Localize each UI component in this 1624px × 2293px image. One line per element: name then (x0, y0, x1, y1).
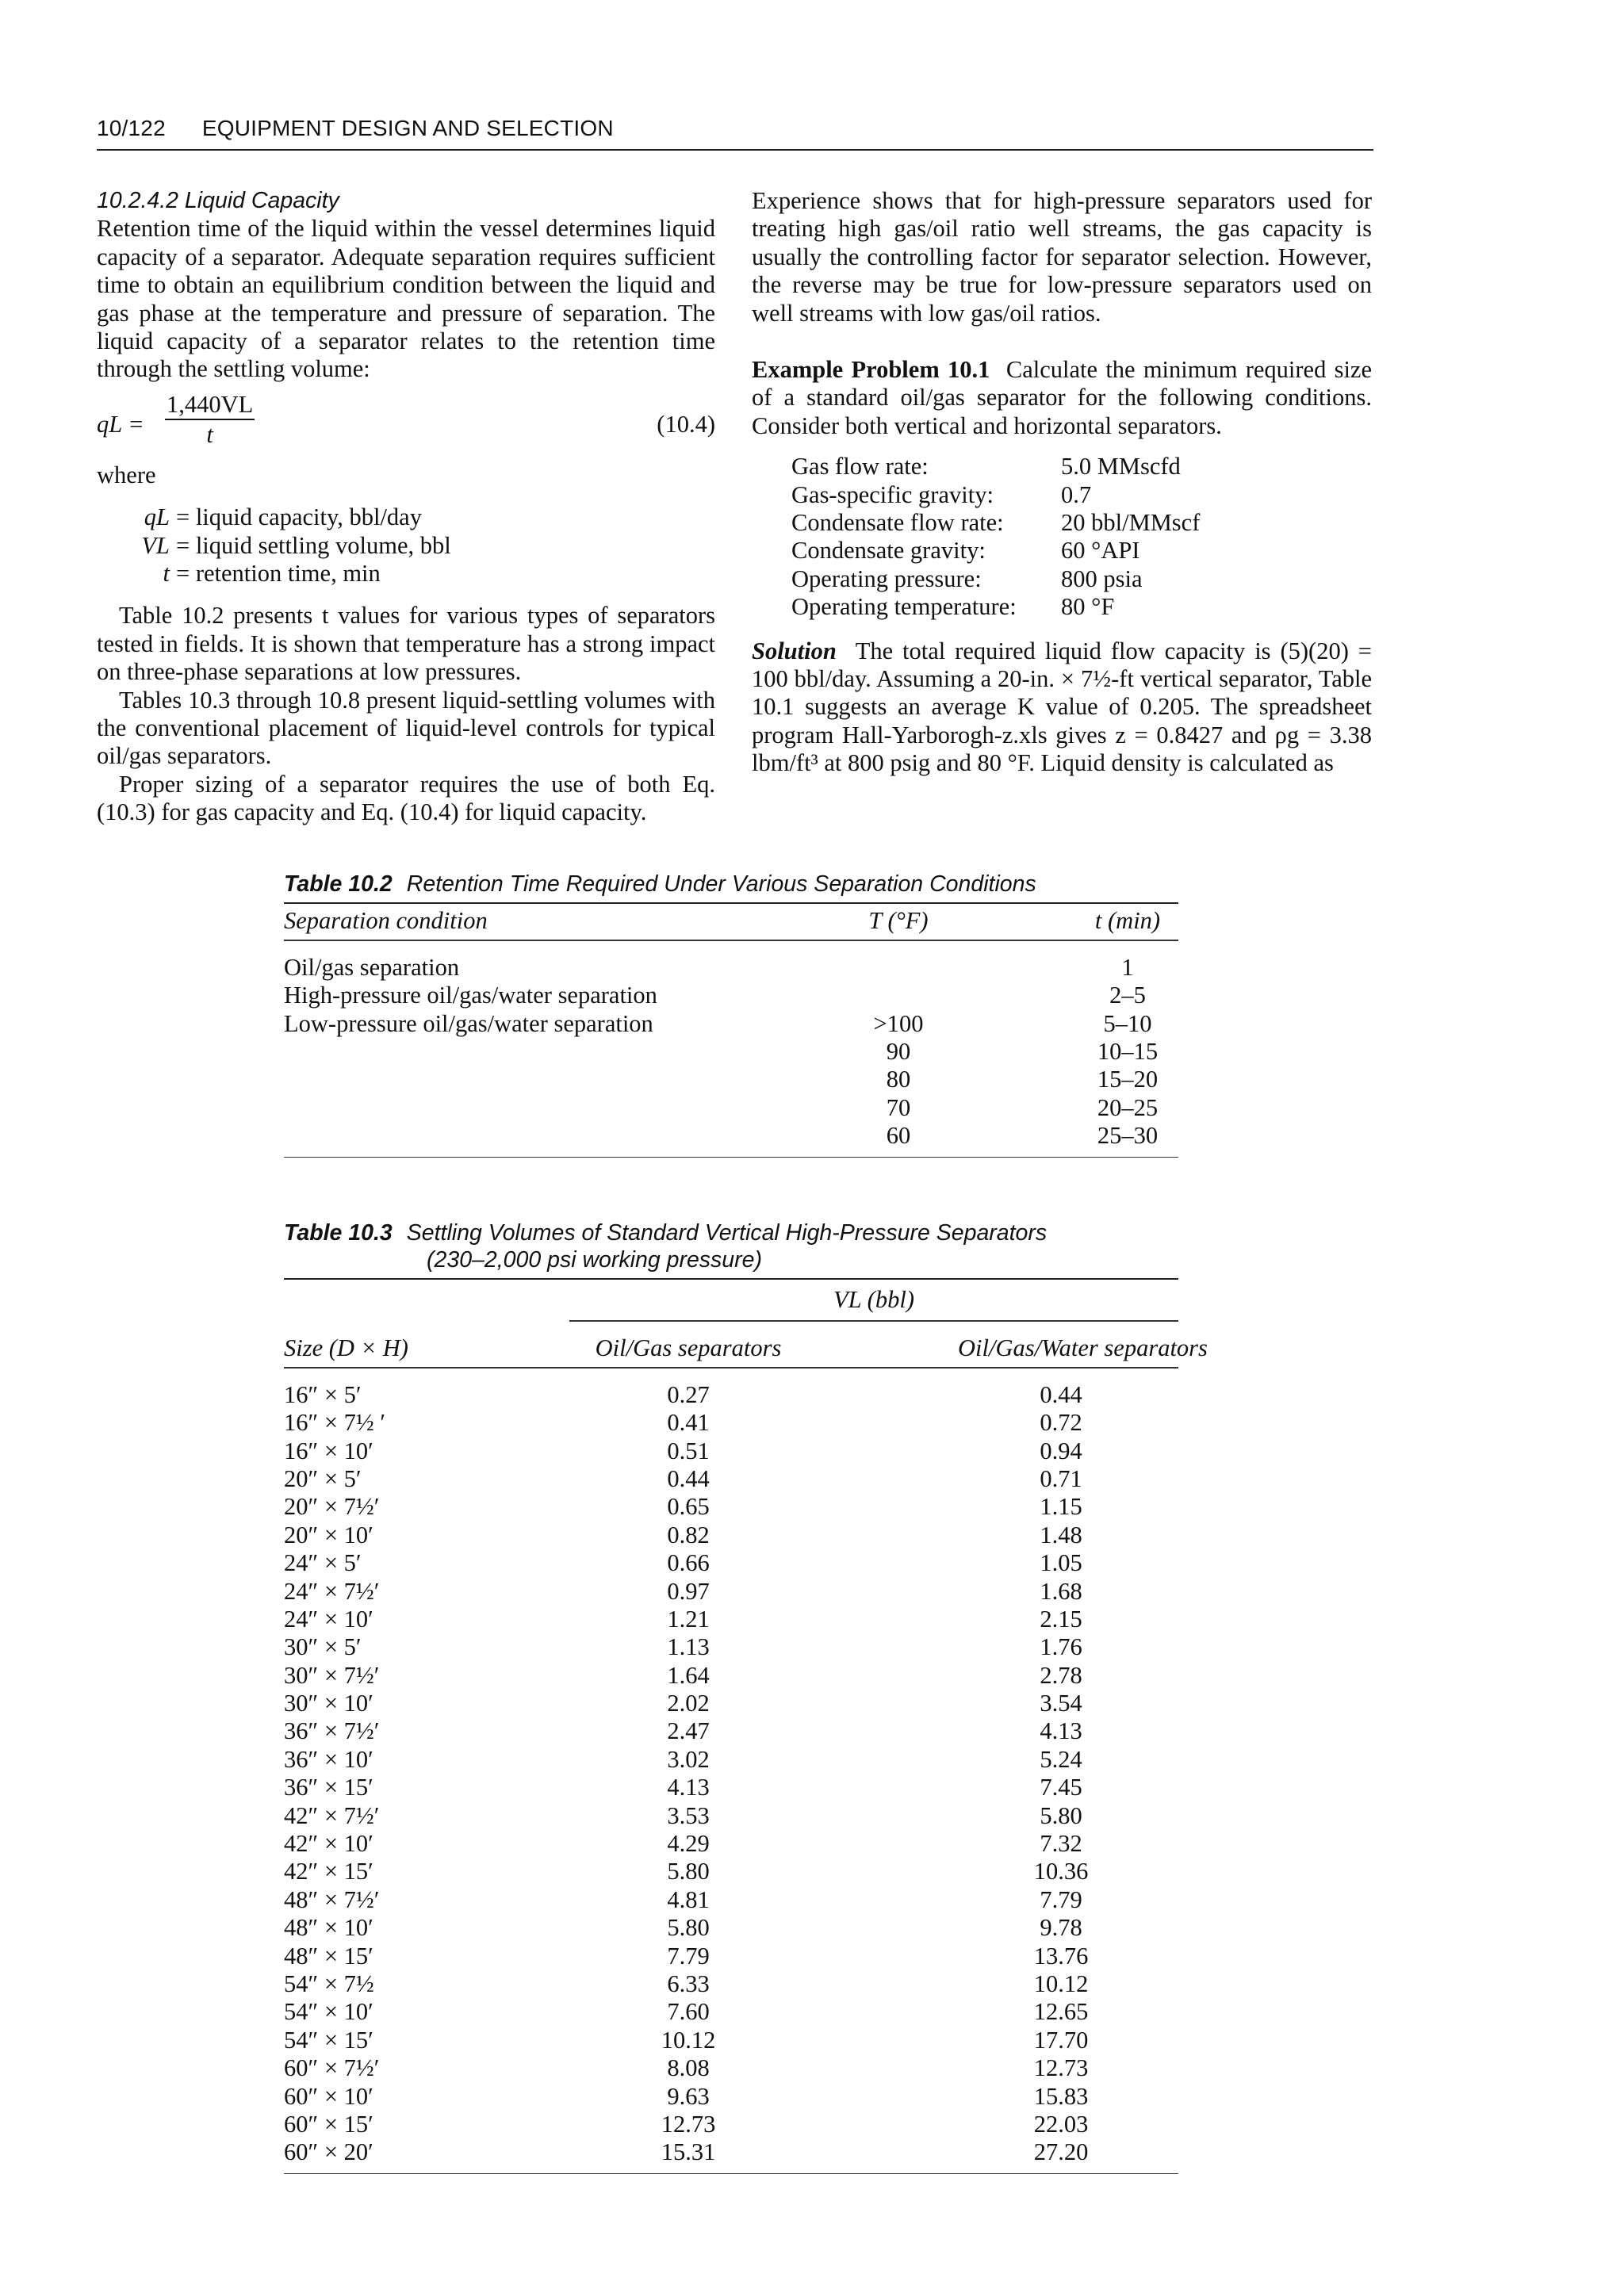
table-cell: 36″ × 10′ (284, 1745, 373, 1773)
table-cell: 60 (886, 1122, 911, 1150)
table-row (284, 1606, 1178, 1633)
symbol-definitions (109, 503, 715, 588)
table-cell: 5.80 (1040, 1801, 1082, 1829)
table-cell: 20″ × 7½′ (284, 1493, 380, 1521)
table-cell: 20″ × 10′ (284, 1521, 373, 1548)
condition-value: 0.7 (1061, 480, 1092, 508)
table-row (284, 1886, 1178, 1914)
table-cell: 27.20 (1033, 2138, 1089, 2166)
table-row (284, 1830, 1178, 1858)
table-cell: 0.71 (1040, 1464, 1082, 1492)
table-10-3 (284, 1219, 1208, 2174)
table-cell: 5.24 (1040, 1745, 1082, 1773)
table-10-2 (284, 871, 1178, 1158)
table-caption (284, 871, 1178, 898)
condition-row (791, 537, 1372, 565)
table-cell: 1.13 (667, 1633, 710, 1661)
table-cell: 36″ × 7½′ (284, 1717, 380, 1745)
table-cell: 16″ × 10′ (284, 1437, 373, 1464)
table-header-row (284, 1334, 1208, 1362)
table-row (284, 1662, 1178, 1690)
table-cell: 5.80 (667, 1858, 710, 1885)
table-cell: 1 (1121, 953, 1134, 981)
header-cell: t (min) (1094, 907, 1161, 934)
table-cell: 42″ × 10′ (284, 1830, 373, 1858)
table-cell: 7.45 (1040, 1774, 1082, 1801)
table-cell: 2–5 (1109, 982, 1146, 1009)
table-title: Settling Volumes of Standard Vertical High-Pressure Separators (406, 1220, 1048, 1246)
table-row (284, 1914, 1178, 1942)
condition-row (791, 509, 1372, 537)
table-cell: 2.78 (1040, 1661, 1082, 1689)
definition-symbol: VL (141, 531, 170, 559)
header-size: Size (D × H) (284, 1334, 408, 1361)
header-rule (97, 149, 1373, 151)
condition-value: 20 bbl/MMscf (1061, 509, 1201, 537)
table-cell: 17.70 (1033, 2026, 1089, 2054)
table-cell: 2.15 (1040, 1605, 1082, 1633)
definition-symbol: t (163, 560, 170, 588)
table-cell: 0.44 (667, 1464, 710, 1492)
table-cell: 1.21 (667, 1605, 710, 1633)
table-cell: 24″ × 10′ (284, 1605, 373, 1633)
table-cell: 10.36 (1033, 1858, 1089, 1885)
example-text: Calculate the minimum required size of a standard oil/gas separator for the following conditions. Consider both vertical and horizontal separators. (752, 356, 1372, 439)
table-row (284, 1409, 1178, 1437)
table-label: Table 10.3 (284, 1220, 393, 1246)
table-cell: 60″ × 7½′ (284, 2054, 380, 2082)
table-cell: 60″ × 15′ (284, 2110, 373, 2138)
table-cell: 24″ × 7½′ (284, 1577, 380, 1605)
table-bottom-rule (284, 2173, 1178, 2175)
table-cell: 70 (886, 1093, 911, 1121)
table-cell: 30″ × 10′ (284, 1690, 373, 1717)
table-cell: 16″ × 7½ ′ (284, 1409, 386, 1437)
table-cell: >100 (873, 1009, 924, 1037)
table-cell: 20–25 (1097, 1093, 1159, 1121)
header-cell: T (°F) (868, 907, 929, 934)
table-cell: 10–15 (1097, 1038, 1159, 1066)
paragraph: Proper sizing of a separator requires the use of both Eq. (10.3) for gas capacity and Eq. (10.4) for liquid capacity. (97, 770, 715, 826)
table-cell: 15–20 (1097, 1066, 1159, 1093)
paragraph: Retention time of the liquid within the vessel determines liquid capacity of a separator. Adequate separation requires sufficient time to obtain an equilibrium condition between the liquid and gas phase at the temperature and pressure of separation. The liquid capacity of a separator relates to the retention time through the settling volume: (97, 215, 715, 383)
table-cell: 3.02 (667, 1745, 710, 1773)
table-cell: 0.94 (1040, 1437, 1082, 1464)
table-cell: 54″ × 15′ (284, 2026, 373, 2054)
table-cell: 12.73 (1033, 2054, 1089, 2082)
definition-text: = liquid settling volume, bbl (176, 531, 451, 559)
table-row (284, 1381, 1178, 1409)
table-row (284, 1943, 1178, 1970)
condition-label: Condensate flow rate: (791, 509, 1004, 537)
table-row (284, 2083, 1178, 2111)
table-row (284, 1802, 1178, 1830)
table-cell: 1.15 (1040, 1493, 1082, 1521)
definition-row (109, 503, 715, 531)
definition-text: = retention time, min (176, 560, 381, 588)
table-row (284, 1858, 1178, 1885)
table-cell: 48″ × 15′ (284, 1942, 373, 1970)
table-cell: 0.27 (667, 1380, 710, 1408)
table-cell: 4.13 (1040, 1717, 1082, 1745)
table-cell: 30″ × 7½′ (284, 1661, 380, 1689)
solution-label: Solution (752, 637, 837, 664)
section-title: 10.2.4.2 Liquid Capacity (97, 188, 339, 213)
table-cell: 7.79 (667, 1942, 710, 1970)
solution-text: The total required liquid flow capacity is (5)(20) = 100 bbl/day. Assuming a 20-in. × 7½-ft vertical separator, Table 10.1 suggests an average K value of 0.205. The spreadsheet program Hall-Yarborogh-z.xls gives z = 0.8427 and ρg = 3.38 lbm/ft³ at 800 psig and 80 °F. Liquid density is calculated as (752, 637, 1372, 777)
definition-row (109, 532, 715, 560)
page-number: 10/122 (97, 116, 166, 140)
table-row (284, 1437, 1178, 1465)
table-row (284, 2027, 1178, 2054)
where-label: where (97, 461, 156, 488)
table-row (284, 2111, 1178, 2138)
table-header-rule (284, 940, 1178, 941)
table-cell: 36″ × 15′ (284, 1774, 373, 1801)
table-header-rule (284, 1367, 1178, 1369)
table-cell: 7.32 (1040, 1830, 1082, 1858)
table-cell: 1.68 (1040, 1577, 1082, 1605)
table-cell: 4.13 (667, 1774, 710, 1801)
definition-symbol: qL (144, 503, 170, 531)
table-cell: 20″ × 5′ (284, 1464, 362, 1492)
table-row (284, 1122, 1178, 1150)
definition-row (109, 560, 715, 588)
table-bottom-rule (284, 1157, 1178, 1158)
table-cell: 54″ × 10′ (284, 1998, 373, 2026)
table-cell: 90 (886, 1038, 911, 1066)
table-row (284, 2138, 1178, 2166)
table-row (284, 1010, 1178, 1038)
table-row (284, 1493, 1178, 1521)
table-cell: 0.82 (667, 1521, 710, 1548)
table-cell: 24″ × 5′ (284, 1549, 362, 1577)
equation-number: (10.4) (657, 410, 715, 438)
left-column (97, 187, 715, 827)
table-cell: 30″ × 5′ (284, 1633, 362, 1661)
table-cell: 13.76 (1033, 1942, 1089, 1970)
condition-value: 80 °F (1061, 593, 1115, 621)
condition-label: Gas flow rate: (791, 453, 929, 480)
table-cell: 48″ × 7½′ (284, 1885, 380, 1913)
table-cell: 4.81 (667, 1885, 710, 1913)
table-row (284, 1774, 1178, 1801)
table-row (284, 1038, 1178, 1066)
equation-denominator: t (206, 420, 213, 448)
example-problem (752, 356, 1372, 440)
table-cell: 2.47 (667, 1717, 710, 1745)
paragraph: Experience shows that for high-pressure separators used for treating high gas/oil ratio well streams, the gas capacity is usually the controlling factor for separator selection. However, the reverse may be true for low-pressure separators used on well streams with low gas/oil ratios. (752, 187, 1372, 327)
table-cell: 0.97 (667, 1577, 710, 1605)
condition-row (791, 593, 1372, 621)
table-cell: 12.65 (1033, 1998, 1089, 2026)
header-cell: Separation condition (284, 907, 488, 934)
table-cell: 3.53 (667, 1801, 710, 1829)
group-header-rule (569, 1320, 1178, 1322)
table-row (284, 1633, 1178, 1661)
table-body (284, 1381, 1178, 2167)
table-cell: 1.48 (1040, 1521, 1082, 1548)
given-conditions (791, 453, 1372, 621)
table-cell: 22.03 (1033, 2110, 1089, 2138)
condition-value: 5.0 MMscfd (1061, 453, 1181, 480)
table-cell: 10.12 (661, 2026, 716, 2054)
table-cell: 7.79 (1040, 1885, 1082, 1913)
example-title: Example Problem 10.1 (752, 356, 990, 384)
table-row (284, 1522, 1178, 1549)
header-cell: Oil/Gas separators (595, 1334, 782, 1361)
table-row (284, 1094, 1178, 1122)
header-cell: Oil/Gas/Water separators (958, 1334, 1208, 1361)
table-cell: Oil/gas separation (284, 953, 460, 981)
table-cell: 2.02 (667, 1690, 710, 1717)
table-label: Table 10.2 (284, 871, 393, 897)
table-title-line2: (230–2,000 psi working pressure) (427, 1247, 762, 1273)
table-cell: 16″ × 5′ (284, 1380, 362, 1408)
table-caption (284, 1219, 1178, 1246)
group-header: VL (bbl) (833, 1286, 914, 1313)
condition-row (791, 481, 1372, 509)
equation-10-4 (97, 390, 715, 461)
table-top-rule (284, 1278, 1178, 1280)
table-cell: 25–30 (1097, 1122, 1159, 1150)
equation-lhs: qL = (97, 410, 144, 438)
condition-label: Operating temperature: (791, 593, 1017, 621)
table-cell: 80 (886, 1066, 911, 1093)
table-body (284, 954, 1178, 1150)
table-cell: 1.76 (1040, 1633, 1082, 1661)
table-row (284, 1746, 1178, 1774)
table-cell: 8.08 (667, 2054, 710, 2082)
table-cell: 6.33 (667, 1970, 710, 1997)
table-cell: 7.60 (667, 1998, 710, 2026)
table-row (284, 982, 1178, 1009)
table-cell: 9.63 (667, 2082, 710, 2110)
solution (752, 637, 1372, 778)
table-row (284, 1549, 1178, 1577)
table-top-rule (284, 902, 1178, 904)
table-cell: 9.78 (1040, 1914, 1082, 1942)
running-header (97, 116, 1373, 141)
table-cell: 0.65 (667, 1493, 710, 1521)
table-cell: Low-pressure oil/gas/water separation (284, 1009, 653, 1037)
condition-label: Gas-specific gravity: (791, 480, 994, 508)
running-title: EQUIPMENT DESIGN AND SELECTION (201, 116, 614, 140)
table-cell: 5.80 (667, 1914, 710, 1942)
table-cell: High-pressure oil/gas/water separation (284, 982, 657, 1009)
table-cell: 54″ × 7½ (284, 1970, 374, 1997)
table-title: Retention Time Required Under Various Separation Conditions (406, 871, 1036, 897)
table-cell: 1.64 (667, 1661, 710, 1689)
definition-text: = liquid capacity, bbl/day (176, 503, 422, 531)
right-column (752, 187, 1372, 778)
table-cell: 0.41 (667, 1409, 710, 1437)
table-cell: 3.54 (1040, 1690, 1082, 1717)
table-cell: 4.29 (667, 1830, 710, 1858)
equation-numerator: 1,440VL (165, 390, 255, 420)
table-header-row (284, 907, 1178, 935)
equation-fraction (165, 390, 255, 449)
table-cell: 0.66 (667, 1549, 710, 1577)
header-cell (284, 1334, 408, 1362)
paragraph: Tables 10.3 through 10.8 present liquid-settling volumes with the conventional placement of liquid-level controls for typical oil/gas separators. (97, 686, 715, 770)
table-cell: 42″ × 7½′ (284, 1801, 380, 1829)
condition-value: 60 °API (1061, 537, 1140, 565)
table-row (284, 2054, 1178, 2082)
table-cell: 0.44 (1040, 1380, 1082, 1408)
table-cell: 1.05 (1040, 1549, 1082, 1577)
condition-row (791, 453, 1372, 480)
paragraph: Table 10.2 presents t values for various types of separators tested in fields. It is shown that temperature has a strong impact on three-phase separations at low pressures. (97, 602, 715, 686)
table-row (284, 1578, 1178, 1606)
table-group-header-row (284, 1286, 1178, 1314)
table-cell: 60″ × 10′ (284, 2082, 373, 2110)
table-cell: 60″ × 20′ (284, 2138, 373, 2166)
table-row (284, 1690, 1178, 1717)
condition-value: 800 psia (1061, 565, 1143, 592)
table-row (284, 1717, 1178, 1745)
table-caption-line2 (284, 1246, 1178, 1273)
table-cell: 0.72 (1040, 1409, 1082, 1437)
table-cell: 0.51 (667, 1437, 710, 1464)
table-row (284, 1066, 1178, 1093)
table-row (284, 954, 1178, 982)
table-cell: 48″ × 10′ (284, 1914, 373, 1942)
table-cell: 15.31 (661, 2138, 716, 2166)
condition-row (791, 565, 1372, 593)
table-cell: 42″ × 15′ (284, 1858, 373, 1885)
table-row (284, 1465, 1178, 1493)
table-cell: 10.12 (1033, 1970, 1089, 1997)
condition-label: Condensate gravity: (791, 537, 986, 565)
table-cell: 12.73 (661, 2110, 716, 2138)
table-row (284, 1970, 1178, 1998)
table-cell: 5–10 (1103, 1009, 1152, 1037)
table-row (284, 1998, 1178, 2026)
table-cell: 15.83 (1033, 2082, 1089, 2110)
condition-label: Operating pressure: (791, 565, 982, 592)
